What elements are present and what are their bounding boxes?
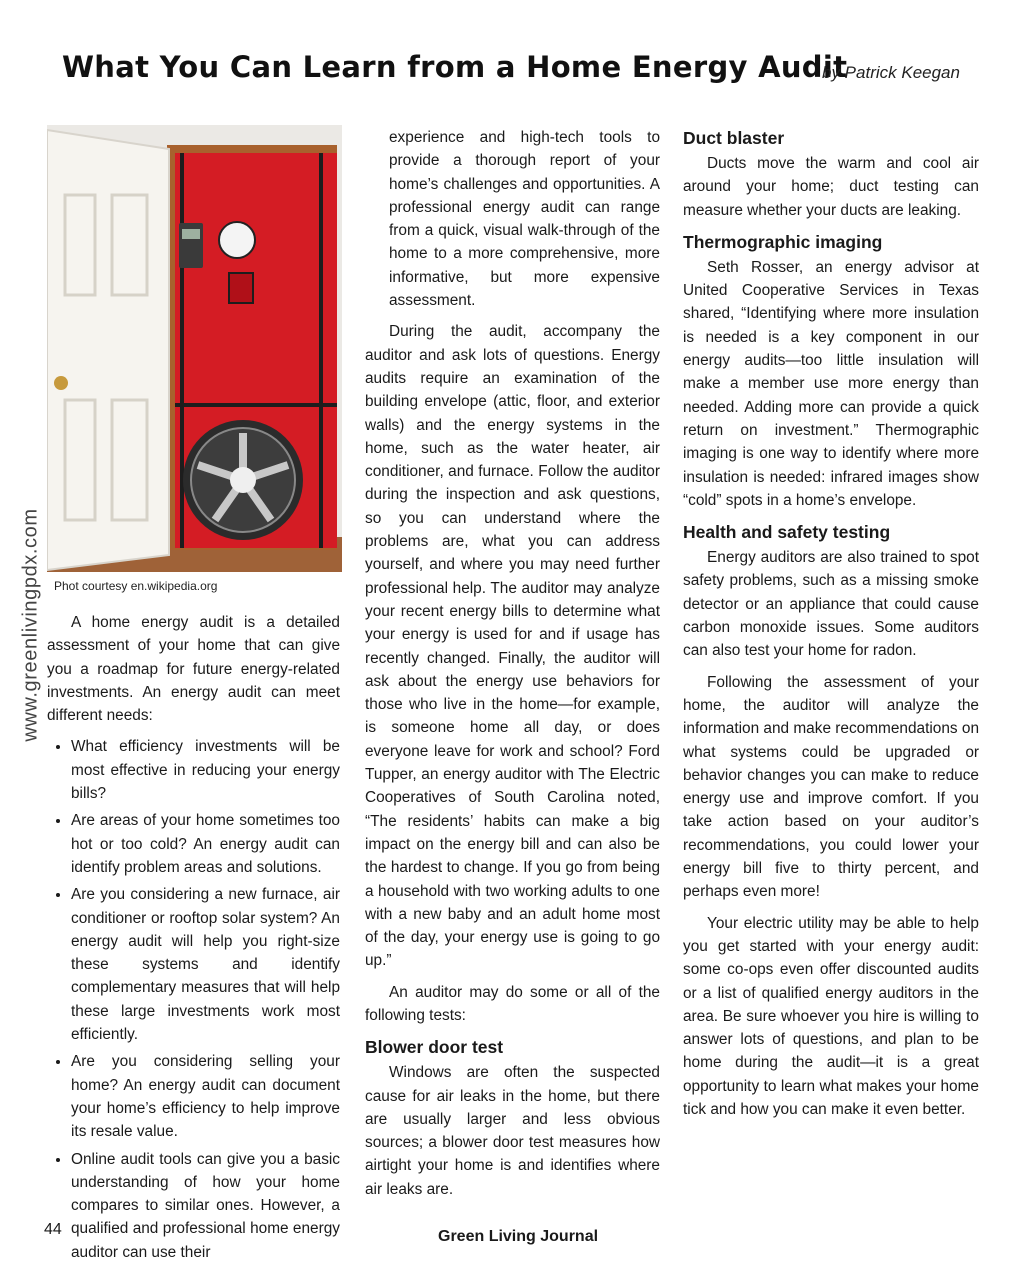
health-safety-paragraph-2: Following the assessment of your home, the auditor will analyze the information and make recommendations on what systems could be upgraded or behavior changes you can make to reduce energy use and improve comfort. If you take action based on your auditor’s recommendations, you could lower your energy bill five to thirty percent, and perhaps even more! xyxy=(683,673,979,901)
photo-panel-strap-right xyxy=(319,153,323,548)
thermographic-paragraph: Seth Rosser, an energy advisor at United Cooperative Services in Texas shared, “Identifying where more insulation is needed is a key component in our energy audits—too little insulation will make a member use more energy than needed. Adding more can provide a quick return on investment.” Thermographic imaging is one way to identify where more insulation is needed: infrared images show “cold” spots in a home’s envelope. xyxy=(683,258,979,509)
continuation-paragraph: experience and high-tech tools to provide a thorough report of your home’s challenges and opportunities. A professional energy audit can range from a quick, visual walk-through of the home to a more comprehensive, more informative, but more expensive assessment. xyxy=(389,129,660,310)
blower-door-photo xyxy=(47,125,342,572)
duct-blaster-heading: Duct blaster xyxy=(683,128,785,148)
list-item: • Online audit tools can give you a basic understanding of how your home compares to similar ones. However, a qualified and professional home energy auditor can use their xyxy=(71,1148,340,1264)
blower-door-heading: Blower door test xyxy=(365,1037,504,1058)
intro-paragraph: A home energy audit is a detailed assessment of your home that can give you a roadmap for future energy-related investments. An energy audit can meet different needs: xyxy=(47,614,340,725)
list-item: • What efficiency investments will be most effective in reducing your energy bills? xyxy=(71,735,340,805)
photo-port-ring xyxy=(219,222,255,258)
photo-panel-strap-mid xyxy=(175,403,337,407)
photo-fan-hub xyxy=(230,467,256,493)
article-title: What You Can Learn from a Home Energy Audit xyxy=(62,50,848,84)
photo-panel-strap-left xyxy=(180,153,184,548)
photo-door-knob xyxy=(54,376,68,390)
thermographic-heading: Thermographic imaging xyxy=(683,231,883,252)
duct-blaster-paragraph: Ducts move the warm and cool air around your home; duct testing can measure whether your ducts are leaking. xyxy=(683,155,979,219)
page-number: 44 xyxy=(44,1221,62,1238)
audit-needs-list xyxy=(47,735,340,1264)
health-safety-heading: Health and safety testing xyxy=(683,522,891,543)
blower-door-paragraph: Windows are often the suspected cause for air leaks in the home, but there are usually larger and less obvious sources; a blower door test measures how airtight your home is and identifies where air leaks are. xyxy=(365,1064,660,1198)
sidebar-website-url[interactable]: www.greenlivingpdx.com xyxy=(19,508,42,742)
list-item: • Are areas of your home sometimes too hot or too cold? An energy audit can identify problem areas and solutions. xyxy=(71,809,340,879)
photo-manometer-screen xyxy=(182,229,200,239)
photo-caption: Phot courtesy en.wikipedia.org xyxy=(54,579,218,593)
list-item: • Are you considering a new furnace, air conditioner or rooftop solar system? An energy audit will help you right-size these systems and identify complementary measures that will help these large investments work most efficiently. xyxy=(71,883,340,1046)
list-item: • Are you considering selling your home? An energy audit can document your home’s efficiency to help improve its resale value. xyxy=(71,1050,340,1143)
article-byline: by Patrick Keegan xyxy=(822,63,960,82)
health-safety-paragraph-1: Energy auditors are also trained to spot safety problems, such as a missing smoke detector or an appliance that could cause carbon monoxide issues. Some auditors can also test your home for radon. xyxy=(683,549,979,660)
column-1 xyxy=(47,611,340,1268)
column-2 xyxy=(365,126,660,1209)
photo-vent-grill xyxy=(229,273,253,303)
column-3 xyxy=(683,126,979,1129)
health-safety-paragraph-3: Your electric utility may be able to help you get started with your energy audit: some co-ops even offer discounted audits or a list of qualified energy auditors in the area. Be sure whoever you hire is willing to answer lots of questions, and plan to be home during the audit—it is a great opportunity to learn what makes your home tick and how you can make it even better. xyxy=(683,914,979,1118)
publication-name: Green Living Journal xyxy=(438,1228,599,1245)
tests-intro-paragraph: An auditor may do some or all of the following tests: xyxy=(365,983,660,1024)
audit-process-paragraph: During the audit, accompany the auditor and ask lots of questions. Energy audits require an examination of the building envelope (attic, floor, and exterior walls) and the energy systems in the home, such as the water heater, air conditioner, and furnace. Follow the auditor during the inspection and ask questions, so you can understand where the problems are, what you can address yourself, and where you may need further professional help. The auditor may analyze your recent energy bills to determine what your energy is used for and if usage has recently changed. Finally, the auditor will ask about the energy use behaviors for those who live in the home—for example, is someone home all day, or does everyone leave for work and school? Ford Tupper, an energy auditor with The Electric Cooperatives of South Carolina noted, “The residents’ habits can make a big impact on the energy bill and can also be the hardest to change. If you go from being a household with two working adults to one with a new baby and an adult home most of the day, your energy use is going to go up.” xyxy=(365,323,660,970)
